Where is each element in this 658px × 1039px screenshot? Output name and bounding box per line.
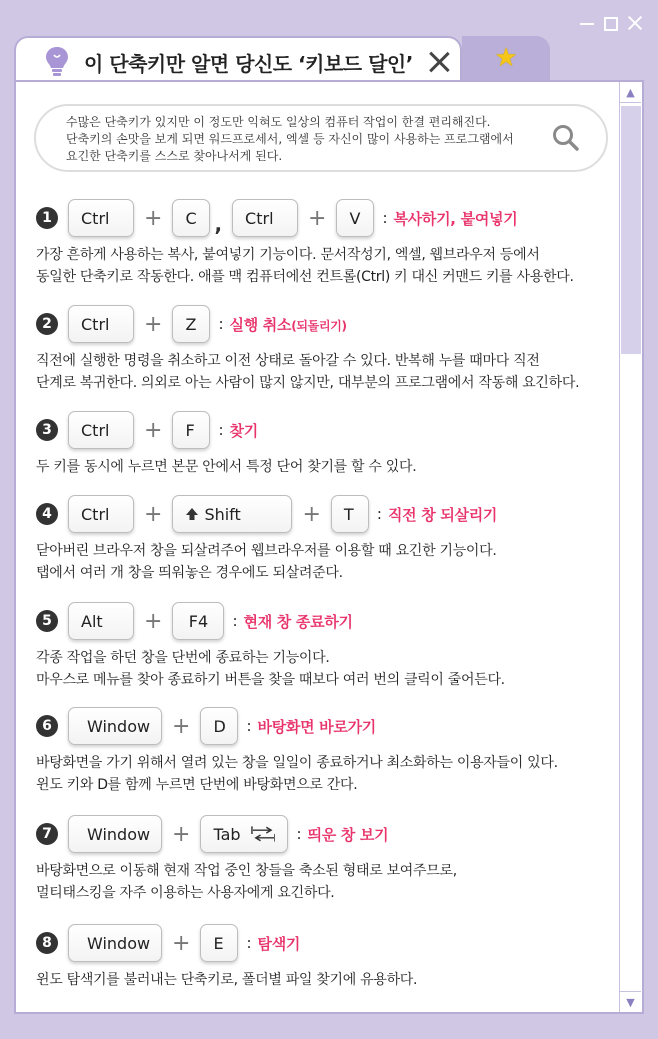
description [36,244,574,288]
plus-sign: + [172,821,191,847]
tab-favorites[interactable] [462,36,550,80]
plus-sign: + [308,205,327,231]
item-number: 5 [36,610,58,632]
close-window-icon[interactable] [626,14,644,32]
description [36,647,505,691]
key-window [68,815,162,853]
shortcut-item [36,704,558,796]
plus-sign: + [144,311,163,337]
plus-sign: + [144,608,163,634]
shortcut-item [36,812,457,904]
description-line: 윈도 탐색기를 불러내는 단축키로, 폴더별 파일 찾기에 유용하다. [36,972,418,988]
colon: : [232,612,238,630]
minimize-icon[interactable] [578,14,596,32]
description-line: 닫아버린 브라우저 창을 되살려주어 웹브라우저를 이용할 때 요긴한 기능이다. [36,543,497,559]
star-icon[interactable]: ★ [494,43,518,73]
tab-article[interactable] [14,36,462,86]
colon: : [296,825,302,843]
intro-line: 단축키의 손맛을 보게 되면 워드프로세서, 엑셀 등 자신이 많이 사용하는 프로그램에서 [66,132,514,146]
key-ctrl: Ctrl [232,199,298,237]
key-z: Z [172,305,210,343]
intro-line: 요긴한 단축키를 스스로 찾아나서게 된다. [66,149,283,163]
scroll-down-arrow-icon[interactable]: ▼ [620,991,641,1012]
description-line: 두 키를 동시에 누르면 본문 안에서 특정 단어 찾기를 할 수 있다. [36,459,417,475]
description-line: 가장 흔하게 사용하는 복사, 붙여넣기 기능이다. 문서작성기, 엑셀, 웹브라우저 등에서 [36,247,540,263]
search-icon[interactable] [552,124,580,152]
key-ctrl: Ctrl [68,495,134,533]
shortcut-item [36,921,417,991]
colon: : [218,315,224,333]
plus-sign: + [172,713,191,739]
maximize-icon[interactable] [604,17,618,31]
vertical-scrollbar[interactable] [619,82,642,1012]
key-tab-label: Tab [213,824,241,844]
shortcut-item [36,408,416,478]
action-label: 현재 창 종료하기 [243,612,353,631]
colon: : [382,209,388,227]
scrollbar-thumb[interactable] [621,106,641,354]
key-d: D [200,707,238,745]
key-window [68,707,162,745]
description [36,860,457,904]
plus-sign: + [144,417,163,443]
key-f4: F4 [172,602,224,640]
action-label: 직전 창 되살리기 [387,505,498,524]
description-line: 각종 작업을 하던 창을 단번에 종료하는 기능이다. [36,650,330,666]
description-line: 마우스로 메뉴를 찾아 종료하기 버튼을 찾을 때보다 여러 번의 클릭이 줄어든다. [36,672,505,688]
key-alt: Alt [68,602,134,640]
item-number: 3 [36,419,58,441]
content-panel [14,80,644,1014]
item-number: 7 [36,823,58,845]
item-number: 4 [36,503,58,525]
shortcut-item [36,196,574,288]
description [36,350,579,394]
item-number: 8 [36,932,58,954]
plus-sign: + [144,501,163,527]
colon: : [376,505,382,523]
description-line: 직전에 실행한 명령을 취소하고 이전 상태로 돌아갈 수 있다. 반복해 누를 때마다 직전 [36,353,540,369]
action-label [230,314,347,335]
description [36,456,416,478]
description [36,540,497,584]
key-tab [200,815,288,853]
key-v: V [336,199,374,237]
key-f: F [172,411,210,449]
key-window [68,924,162,962]
item-number: 6 [36,715,58,737]
shortcut-item [36,492,497,584]
plus-sign: + [172,930,191,956]
tab-arrows-icon [251,825,276,843]
action-label: 띄운 창 보기 [307,825,389,844]
shortcut-item [36,599,505,691]
description-line: 동일한 단축키로 작동한다. 애플 맥 컴퓨터에선 컨트롤(Ctrl) 키 대신 커맨드 키를 사용한다. [36,269,574,285]
key-ctrl: Ctrl [68,411,134,449]
comma-separator: , [214,212,223,236]
key-ctrl: Ctrl [68,199,134,237]
key-t: T [331,495,369,533]
action-label: 탐색기 [257,934,301,953]
action-label: 찾기 [229,421,258,440]
colon: : [218,421,224,439]
window-controls [578,14,644,32]
description-line: 탭에서 여러 개 창을 띄워놓은 경우에도 되살려준다. [36,565,343,581]
description [36,752,558,796]
key-c: C [172,199,210,237]
description [36,969,417,991]
intro-box [34,104,608,172]
scroll-up-arrow-icon[interactable]: ▲ [620,82,641,103]
description-line: 단계로 복귀한다. 의외로 아는 사람이 많지 않지만, 대부분의 프로그램에서 작동해 요긴하다. [36,375,580,391]
description-line: 바탕화면을 가기 위해서 열려 있는 창을 일일이 종료하거나 최소화하는 이용자들이 있다. [36,755,558,771]
key-shift-label: Shift [204,504,241,524]
key-window-label: Window [87,824,151,844]
action-note: (되돌리기) [291,318,347,333]
lightbulb-icon [44,45,70,79]
intro-line: 수많은 단축키가 있지만 이 정도만 익혀도 일상의 컴퓨터 작업이 한결 편리해진다. [66,115,491,129]
action-label: 복사하기, 붙여넣기 [393,209,518,228]
colon: : [246,717,252,735]
item-number: 2 [36,313,58,335]
key-shift [172,495,292,533]
shortcut-item [36,302,579,394]
key-e: E [200,924,238,962]
plus-sign: + [144,205,163,231]
description-line: 윈도 키와 D를 함께 누르면 단번에 바탕화면으로 간다. [36,777,358,793]
plus-sign: + [302,501,321,527]
colon: : [246,934,252,952]
description-line: 바탕화면으로 이동해 현재 작업 중인 창들을 축소된 형태로 보여주므로, [36,863,457,879]
action-label: 바탕화면 바로가기 [257,717,376,736]
intro-text [66,114,514,165]
close-tab-icon[interactable] [428,51,450,73]
shift-arrow-icon [185,507,199,521]
key-window-label: Window [87,933,151,953]
page-title: 이 단축키만 알면 당신도 ‘키보드 달인’ [84,51,413,76]
description-line: 멀티태스킹을 자주 이용하는 사용자에게 요긴하다. [36,885,335,901]
item-number: 1 [36,207,58,229]
key-window-label: Window [87,716,151,736]
key-ctrl: Ctrl [68,305,134,343]
action-text: 실행 취소 [229,315,292,334]
